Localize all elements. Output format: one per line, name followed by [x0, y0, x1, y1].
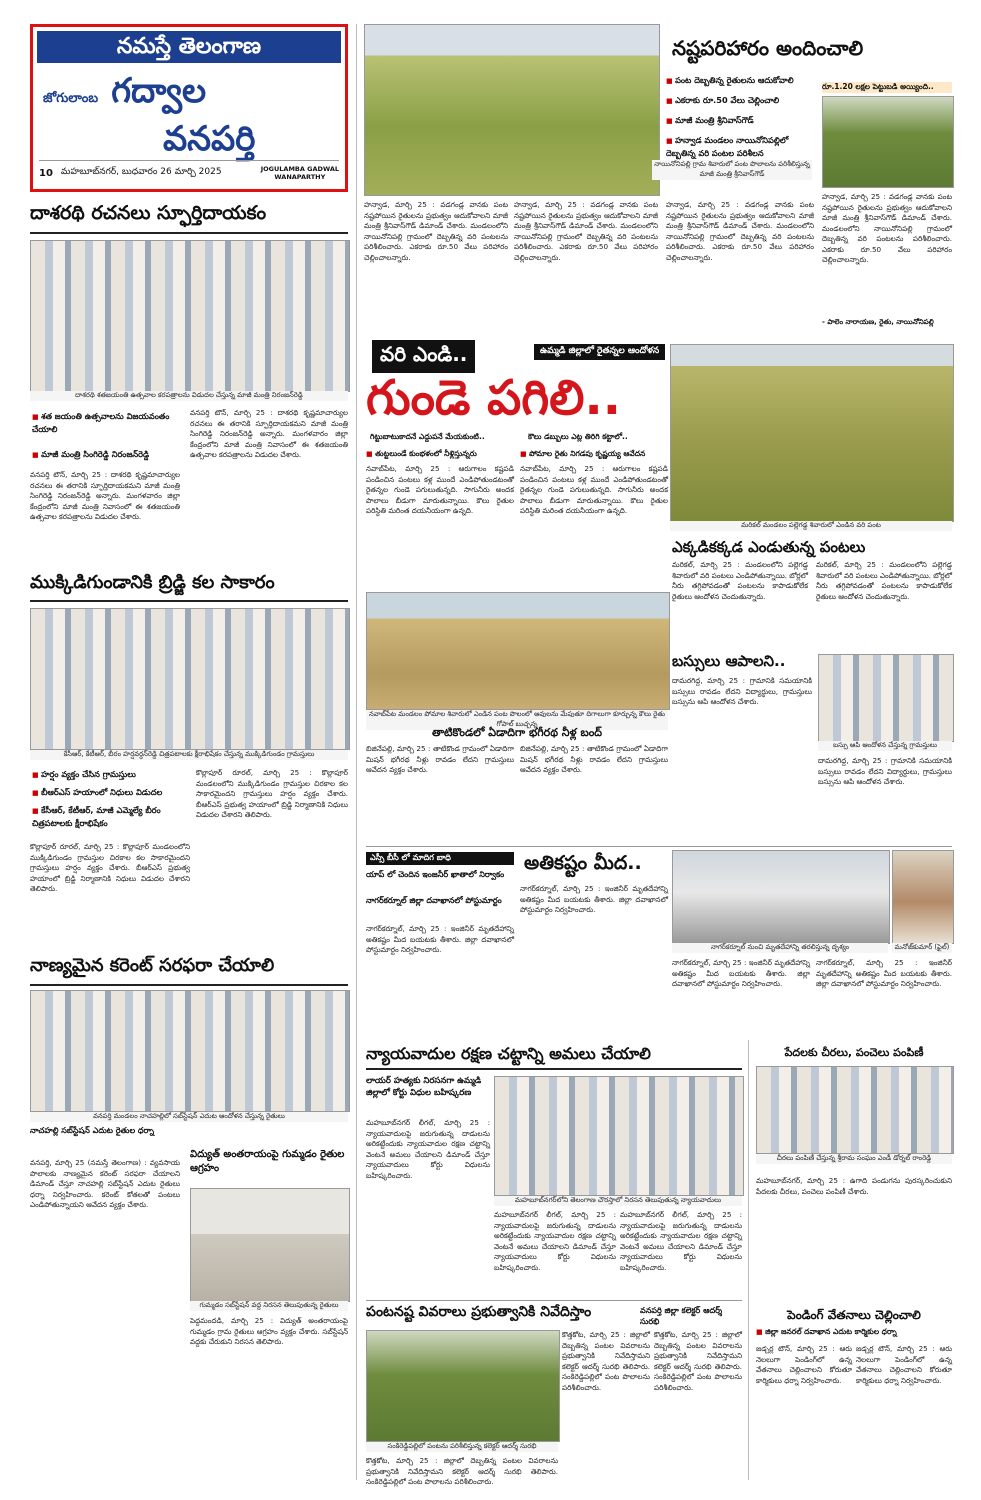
paddy-caption-right: మరికల్ మండలం పల్లెగడ్డ శివారులో ఎండిన వరి పంట: [670, 521, 952, 531]
sc-body-1: నాగర్‌కర్నూల్, మార్చి 25 : ఇంజినీర్ మృతదేహాన్ని అతికష్టం మీద బయటకు తీశారు. జిల్లా దవాఖానలో పోస్టుమార్టం నిర్వహించారు.: [366, 924, 514, 954]
sc-photo: [672, 850, 890, 944]
dry-body-1: మరికల్, మార్చి 25 : మండలంలోని పల్లెగడ్డ శివారులో వరి పంటలు ఎండిపోతున్నాయి. బోర్లలో నీరు తగ్గిపోవడంతో పంటలను కాపాడుకోలేక రైతులు ఆందోళన చెందుతున్నారు.: [672, 560, 808, 601]
bridge-bullet-2: ■ బీఆర్‌ఎస్ హయాంలో నిధులు విడుదల: [32, 786, 192, 799]
lawyers-photo: [494, 1076, 744, 1196]
edition-main: గద్వాల: [111, 71, 207, 111]
edition-second: వనపర్తి: [163, 119, 256, 159]
compensation-quote-attr: - పాలెం నారాయణ, రైతు, నాయినోనిపల్లి: [822, 318, 934, 326]
masthead: [30, 24, 348, 192]
salaries-headline: పెండింగ్ వేతనాలు చెల్లించాలి: [787, 1308, 921, 1322]
tank-body-1: బిజినేపల్లి, మార్చి 25 : తాటికొండ గ్రామంలో ఏడాదిగా మిషన్ భగీరథ నీళ్లు రావడం లేదని గ్రామస్తులు ఆవేదన వ్యక్తం చేశారు.: [366, 744, 514, 774]
compensation-photo: [364, 24, 660, 196]
compensation-bullet-2: ■ ఎకరాకు రూ.50 వేలు చెల్లించాలి: [666, 94, 814, 107]
lawyers-sub-1: లాయర్ హత్యకు నిరసనగా ఉమ్మడి జిల్లాలో కోర్టు విధుల బహిష్కరణ: [366, 1076, 482, 1098]
tank-headline: తాటికొండలో ఏడాదిగా భగీరథ నీళ్ల బంద్: [431, 726, 603, 739]
paddy-headline: గుండె పగిలి..: [366, 370, 621, 426]
crop-loss-body-2: కొత్తకోట, మార్చి 25 : జిల్లాలో దెబ్బతిన్న పంటల వివరాలను ప్రభుత్వానికి నివేదిస్తామని కలెక్టర్ ఆదర్శ్ సురభి తెలిపారు. సంకిరెడ్డిపల్లిలో పంట పొలాలను పరిశీలించారు.: [654, 1330, 742, 1392]
sc-portrait-caption: మనోజ్‌కుమార్ (ఫైల్): [892, 943, 952, 953]
bridge-photo: [30, 608, 350, 750]
dasarathi-body-2: వనపర్తి టౌన్, మార్చి 25 : దాశరథి కృష్ణమాచార్యుల రచనలు ఈ తరానికి స్ఫూర్తిదాయకమని మాజీ మంత్రి సింగిరెడ్డి నిరంజన్‌రెడ్డి అన్నారు. మంగళవారం జిల్లా కేంద్రంలోని మాజీ మంత్రి నివాసంలో ఈ శతజయంతి ఉత్సవాల కరపత్రాలను విడుదల చేశారు.: [190, 408, 348, 459]
compensation-quote-head: రూ.1.20 లక్షల పెట్టుబడి అయ్యింది..: [822, 82, 952, 93]
current-caption-2: గుమ్మడం సబ్‌స్టేషన్ వద్ద నిరసన తెలుపుతున్న రైతులు: [190, 1301, 348, 1311]
salaries-body-1: జడ్చర్ల టౌన్, మార్చి 25 : ఆరు నెలలుగా పెండింగ్‌లో ఉన్న వేతనాలు చెల్లించాలని కోరుతూ కార్మికులు ధర్నా నిర్వహించారు.: [756, 1344, 852, 1385]
crop-loss-side: వనపర్తి జిల్లా కలెక్టర్ ఆదర్శ్ సురభి: [640, 1306, 722, 1326]
compensation-bullet-4: ■ హన్వాడ మండలం నాయినోనిపల్లిలో దెబ్బతిన్న వరి పంటల పరిశీలన: [666, 134, 814, 159]
masthead-banner: [37, 31, 341, 63]
dateline: మహబూబ్‌నగర్, బుధవారం 26 మార్చి 2025: [60, 167, 222, 177]
dasarathi-body-1: వనపర్తి టౌన్, మార్చి 25 : దాశరథి కృష్ణమాచార్యుల రచనలు ఈ తరానికి స్ఫూర్తిదాయకమని మాజీ మంత్రి సింగిరెడ్డి నిరంజన్‌రెడ్డి అన్నారు. మంగళవారం జిల్లా కేంద్రంలోని మాజీ మంత్రి నివాసంలో ఈ శతజయంతి ఉత్సవాల కరపత్రాలను విడుదల చేశారు.: [30, 470, 180, 521]
compensation-body-1: హన్వాడ, మార్చి 25 : వడగండ్ల వానకు పంట నష్టపోయిన రైతులను ప్రభుత్వం ఆదుకోవాలని మాజీ మంత్రి శ్రీనివాస్‌గౌడ్ డిమాండ్ చేశారు. మండలంలోని నాయినోనిపల్లి గ్రామంలో దెబ్బతిన్న వరి పంటలను పరిశీలించారు. ఎకరాకు రూ.50 వేలు పరిహారం చెల్లించాలన్నారు.: [364, 200, 508, 262]
crop-loss-body-1: కొత్తకోట, మార్చి 25 : జిల్లాలో దెబ్బతిన్న పంటల వివరాలను ప్రభుత్వానికి నివేదిస్తామని కలెక్టర్ ఆదర్శ్ సురభి తెలిపారు. సంకిరెడ్డిపల్లిలో పంట పొలాలను పరిశీలించారు.: [562, 1330, 650, 1392]
compensation-headline: నష్టపరిహారం అందించాలి: [672, 36, 864, 60]
crop-loss-caption: సంకిరెడ్డిపల్లిలో పంటను పరిశీలిస్తున్న కలెక్టర్ ఆదర్శ్ సురభి: [366, 1442, 558, 1452]
dry-headline: ఎక్కడికక్కడ ఎండుతున్న పంటలు: [672, 538, 866, 556]
compensation-quote-body: హన్వాడ, మార్చి 25 : వడగండ్ల వానకు పంట నష్టపోయిన రైతులను ప్రభుత్వం ఆదుకోవాలని మాజీ మంత్రి శ్రీనివాస్‌గౌడ్ డిమాండ్ చేశారు. మండలంలోని నాయినోనిపల్లి గ్రామంలో దెబ్బతిన్న వరి పంటలను పరిశీలించారు. ఎకరాకు రూ.50 వేలు పరిహారం చెల్లించాలన్నారు.: [822, 192, 952, 264]
paddy-body-1: నవాబ్‌పేట, మార్చి 25 : ఆరుగాలం కష్టపడి పండించిన పంటలు కళ్ల ముందే ఎండిపోతుండటంతో రైతన్నల గుండె పగులుతున్నది. సాగునీరు అందక పొలాలు బీడుగా మారుతున్నాయి. కౌలు రైతుల పరిస్థితి మరింత దయనీయంగా ఉన్నది.: [366, 464, 514, 515]
bridge-body-1: కొల్లాపూర్ రూరల్, మార్చి 25 : కొల్లాపూర్ మండలంలోని ముక్కిడిగుండం గ్రామస్తుల చిరకాల కల సాకారమైందని గ్రామస్తులు హర్షం వ్యక్తం చేశారు. బీఆర్‌ఎస్ ప్రభుత్వ హయాంలో బ్రిడ్జి నిర్మాణానికి నిధులు విడుదల చేశారని తెలిపారు.: [30, 842, 190, 893]
paddy-kicker-2: ఉమ్మడి జిల్లాలో రైతన్నల ఆందోళన: [534, 344, 665, 360]
sarees-caption: చీరలు పంపిణీ చేస్తున్న శ్రీరామ సంఘం ఎండీ డోర్నల్ రాంరెడ్డి: [756, 1154, 952, 1164]
bus-headline: బస్సులు ఆపాలని..: [672, 652, 786, 670]
sarees-headline: పేదలకు చీరలు, పంచెలు పంపిణీ: [784, 1046, 924, 1059]
crop-loss-photo: [366, 1330, 560, 1442]
dasarathi-bullet-1: ■ శత జయంతి ఉత్సవాలను విజయవంతం చేయాలి: [32, 410, 182, 435]
salaries-sub: ■ జిల్లా జనరల్ దవాఖాన ఎదుట కార్మికుల ధర్నా: [756, 1326, 952, 1338]
sc-headline: అతికష్టం మీద..: [524, 852, 642, 874]
dry-body-2: మరికల్, మార్చి 25 : మండలంలోని పల్లెగడ్డ శివారులో వరి పంటలు ఎండిపోతున్నాయి. బోర్లలో నీరు తగ్గిపోవడంతో పంటలను కాపాడుకోలేక రైతులు ఆందోళన చెందుతున్నారు.: [816, 560, 952, 601]
paddy-sub-2: కౌలు డబ్బులు ఎట్ల తిరిగి కట్టాలో..: [528, 432, 628, 441]
page-number: 10: [39, 167, 53, 179]
edition-prefix: జోగులాంబ: [43, 91, 99, 106]
compensation-bullet-3: ■ మాజీ మంత్రి శ్రీనివాస్‌గౌడ్: [666, 114, 814, 127]
lawyers-body-1: మహబూబ్‌నగర్ లీగల్, మార్చి 25 : న్యాయవాదులపై జరుగుతున్న దాడులను అరికట్టేందుకు న్యాయవాదుల రక్షణ చట్టాన్ని వెంటనే అమలు చేయాలని డిమాండ్ చేస్తూ న్యాయవాదులు కోర్టు విధులను బహిష్కరించారు.: [366, 1118, 490, 1180]
bus-body-1: దామరగిద్ద, మార్చి 25 : గ్రామానికి సమయానికి బస్సులు రావడం లేదని విద్యార్థులు, గ్రామస్తులు బస్సును ఆపి ఆందోళన చేశారు.: [672, 676, 812, 706]
bridge-body-2: కొల్లాపూర్ రూరల్, మార్చి 25 : కొల్లాపూర్ మండలంలోని ముక్కిడిగుండం గ్రామస్తుల చిరకాల కల సాకారమైందని గ్రామస్తులు హర్షం వ్యక్తం చేశారు. బీఆర్‌ఎస్ ప్రభుత్వ హయాంలో బ్రిడ్జి నిర్మాణానికి నిధులు విడుదల చేశారని తెలిపారు.: [196, 768, 348, 819]
current-caption: వనపర్తి మండలం నాచహల్లిలో సబ్‌స్టేషన్ ఎదుట ఆందోళన చేస్తున్న రైతులు: [30, 1112, 348, 1122]
bus-photo: [818, 654, 954, 742]
bridge-caption: కేసీఆర్, కేటీఆర్, బీరం హర్షవర్ధన్‌రెడ్డి చిత్రపటాలకు క్షీరాభిషేకం చేస్తున్న ముక్కిడిగుండం గ్రామస్తులు: [30, 750, 348, 760]
current-sub-2: విద్యుత్ అంతరాయంపై గుమ్మడం రైతుల ఆగ్రహం: [190, 1149, 345, 1174]
current-body-2: పెద్దమందడి, మార్చి 25 : విద్యుత్ అంతరాయంపై గుమ్మడం గ్రామ రైతులు ఆగ్రహం వ్యక్తం చేశారు. సబ్‌స్టేషన్ వద్దకు చేరుకుని నిరసన తెలిపారు.: [190, 1316, 348, 1346]
dasarathi-headline: దాశరథి రచనలు స్ఫూర్తిదాయకం: [30, 202, 267, 224]
current-photo: [30, 990, 350, 1112]
sc-body-4: నాగర్‌కర్నూల్, మార్చి 25 : ఇంజినీర్ మృతదేహాన్ని అతికష్టం మీద బయటకు తీశారు. జిల్లా దవాఖానలో పోస్టుమార్టం నిర్వహించారు.: [816, 958, 952, 988]
farmer-portrait: [822, 96, 954, 188]
compensation-bullet-1: ■ పంట దెబ్బతిన్న రైతులను ఆదుకోవాలి: [666, 74, 814, 87]
edition-english-1: JOGULAMBA GADWAL: [260, 165, 339, 173]
salaries-body-2: జడ్చర్ల టౌన్, మార్చి 25 : ఆరు నెలలుగా పెండింగ్‌లో ఉన్న వేతనాలు చెల్లించాలని కోరుతూ కార్మికులు ధర్నా నిర్వహించారు.: [856, 1344, 952, 1385]
sarees-photo: [756, 1066, 954, 1154]
bridge-bullet-3: ■ కేసీఆర్, కేటీఆర్, మాజీ ఎమ్మెల్యే బీరం చిత్రపటాలకు క్షీరాభిషేకం: [32, 804, 192, 829]
sc-caption: నాగర్‌కర్నూల్ నుంచి మృతదేహాన్ని తరలిస్తున్న దృశ్యం: [672, 943, 888, 953]
tank-body-2: బిజినేపల్లి, మార్చి 25 : తాటికొండ గ్రామంలో ఏడాదిగా మిషన్ భగీరథ నీళ్లు రావడం లేదని గ్రామస్తులు ఆవేదన వ్యక్తం చేశారు.: [520, 744, 668, 774]
paddy-body-2: నవాబ్‌పేట, మార్చి 25 : ఆరుగాలం కష్టపడి పండించిన పంటలు కళ్ల ముందే ఎండిపోతుండటంతో రైతన్నల గుండె పగులుతున్నది. సాగునీరు అందక పొలాలు బీడుగా మారుతున్నాయి. కౌలు రైతుల పరిస్థితి మరింత దయనీయంగా ఉన్నది.: [520, 464, 668, 515]
paddy-kicker-1: వరి ఎండి..: [372, 340, 475, 373]
dasarathi-bullet-2: ■ మాజీ మంత్రి సింగిరెడ్డి నిరంజన్‌రెడ్డి: [32, 448, 182, 461]
bridge-bullet-1: ■ హర్షం వ్యక్తం చేసిన గ్రామస్తులు: [32, 768, 192, 781]
current-body-1: వనపర్తి, మార్చి 25 (నమస్తే తెలంగాణ) : వ్యవసాయ పొలాలకు నాణ్యమైన కరెంట్ సరఫరా చేయాలని డిమాండ్ చేస్తూ నాచహల్లి సబ్‌స్టేషన్ ఎదుట రైతులు ధర్నా నిర్వహించారు. కరెంట్ కోతలతో పంటలు ఎండిపోతున్నాయని ఆవేదన వ్యక్తం చేశారు.: [30, 1158, 180, 1209]
compensation-body-3: హన్వాడ, మార్చి 25 : వడగండ్ల వానకు పంట నష్టపోయిన రైతులను ప్రభుత్వం ఆదుకోవాలని మాజీ మంత్రి శ్రీనివాస్‌గౌడ్ డిమాండ్ చేశారు. మండలంలోని నాయినోనిపల్లి గ్రామంలో దెబ్బతిన్న వరి పంటలను పరిశీలించారు. ఎకరాకు రూ.50 వేలు పరిహారం చెల్లించాలన్నారు.: [666, 200, 814, 262]
lawyers-headline: న్యాయవాదుల రక్షణ చట్టాన్ని అమలు చేయాలి: [366, 1044, 651, 1063]
paddy-sub-4: ■ పోమాల రైతు నిగడపు కృష్ణయ్య ఆవేదన: [520, 448, 668, 460]
current-sub-1: నాచహల్లి సబ్‌స్టేషన్ ఎదుట రైతుల ధర్నా: [30, 1126, 154, 1135]
dasarathi-caption: దాశరథి శతజయంతి ఉత్సవాల కరపత్రాలను విడుదల చేస్తున్న మాజీ మంత్రి నిరంజన్‌రెడ్డి: [30, 391, 348, 401]
current-headline: నాణ్యమైన కరెంట్ సరఫరా చేయాలి: [30, 955, 275, 976]
edition-english-2: WANAPARTHY: [274, 173, 326, 181]
paddy-sub-1: గిట్టుబాటుకాదనే ఎద్దుపనే మేయకుంటి..: [370, 432, 485, 441]
paddy-photo: [366, 592, 670, 710]
lawyers-caption: మహబూబ్‌నగర్‌లోని తెలంగాణ చౌరస్తాలో నిరసన తెలుపుతున్న న్యాయవాదులు: [494, 1196, 742, 1206]
lawyers-body-3: మహబూబ్‌నగర్ లీగల్, మార్చి 25 : న్యాయవాదులపై జరుగుతున్న దాడులను అరికట్టేందుకు న్యాయవాదుల రక్షణ చట్టాన్ని వెంటనే అమలు చేయాలని డిమాండ్ చేస్తూ న్యాయవాదులు కోర్టు విధులను బహిష్కరించారు.: [620, 1210, 742, 1272]
sc-body-2: నాగర్‌కర్నూల్, మార్చి 25 : ఇంజినీర్ మృతదేహాన్ని అతికష్టం మీద బయటకు తీశారు. జిల్లా దవాఖానలో పోస్టుమార్టం నిర్వహించారు.: [520, 884, 668, 914]
current-photo-2: [190, 1188, 350, 1302]
paddy-photo-right: [670, 344, 954, 522]
bus-body-2: దామరగిద్ద, మార్చి 25 : గ్రామానికి సమయానికి బస్సులు రావడం లేదని విద్యార్థులు, గ్రామస్తులు బస్సును ఆపి ఆందోళన చేశారు.: [818, 756, 952, 786]
sc-sub-1: ఎస్సీ బీసీ లో మాదిగ బాధి: [366, 852, 514, 865]
sc-sub-3: నాగర్‌కర్నూల్ జిల్లా దవాఖానలో పోస్టుమార్టం: [366, 896, 502, 905]
paddy-caption: నవాబ్‌పేట మండలం పోమాల శివారులో ఎండిన పంట పొలంలో ఆవులను మేపుతూ దిగాలుగా కూర్చున్న కౌలు రైతు గోపాల్ బుచ్చన్న: [366, 710, 668, 730]
crop-loss-headline: పంటనష్ట వివరాలు ప్రభుత్వానికి నివేదిస్తాం: [366, 1304, 592, 1320]
bridge-headline: ముక్కిడిగుండానికి బ్రిడ్జి కల సాకారం: [30, 572, 275, 593]
compensation-caption: నాయినోనిపల్లి గ్రామ శివారులో పంట పొలాలను పరిశీలిస్తున్న మాజీ మంత్రి శ్రీనివాస్‌గౌడ్: [652, 160, 812, 180]
bus-caption: బస్సు ఆపి ఆందోళన చేస్తున్న గ్రామస్తులు: [818, 741, 952, 751]
sarees-body: మహబూబ్‌నగర్, మార్చి 25 : ఉగాది పండుగను పురస్కరించుకుని పేదలకు చీరలు, పంచెలు పంపిణీ చేశారు.: [756, 1176, 952, 1196]
compensation-body-2: హన్వాడ, మార్చి 25 : వడగండ్ల వానకు పంట నష్టపోయిన రైతులను ప్రభుత్వం ఆదుకోవాలని మాజీ మంత్రి శ్రీనివాస్‌గౌడ్ డిమాండ్ చేశారు. మండలంలోని నాయినోనిపల్లి గ్రామంలో దెబ్బతిన్న వరి పంటలను పరిశీలించారు. ఎకరాకు రూ.50 వేలు పరిహారం చెల్లించాలన్నారు.: [514, 200, 658, 262]
crop-loss-body-3: కొత్తకోట, మార్చి 25 : జిల్లాలో దెబ్బతిన్న పంటల వివరాలను ప్రభుత్వానికి నివేదిస్తామని కలెక్టర్ ఆదర్శ్ సురభి తెలిపారు. సంకిరెడ్డిపల్లిలో పంట పొలాలను పరిశీలించారు.: [366, 1456, 558, 1486]
sc-portrait: [892, 850, 954, 944]
paper-name: నమస్తే తెలంగాణ: [116, 34, 262, 59]
sc-body-3: నాగర్‌కర్నూల్, మార్చి 25 : ఇంజినీర్ మృతదేహాన్ని అతికష్టం మీద బయటకు తీశారు. జిల్లా దవాఖానలో పోస్టుమార్టం నిర్వహించారు.: [672, 958, 810, 988]
lawyers-body-2: మహబూబ్‌నగర్ లీగల్, మార్చి 25 : న్యాయవాదులపై జరుగుతున్న దాడులను అరికట్టేందుకు న్యాయవాదుల రక్షణ చట్టాన్ని వెంటనే అమలు చేయాలని డిమాండ్ చేస్తూ న్యాయవాదులు కోర్టు విధులను బహిష్కరించారు.: [494, 1210, 616, 1272]
dasarathi-photo: [30, 240, 350, 392]
sc-sub-2: యాప్ లో చెందిన ఇంజనీర్ ఖాతాలో నిర్వాకం: [366, 870, 505, 879]
paddy-sub-3: ■ తుట్టలుండే కుంభళంలో నీళ్లిస్తున్నరు: [366, 448, 514, 460]
